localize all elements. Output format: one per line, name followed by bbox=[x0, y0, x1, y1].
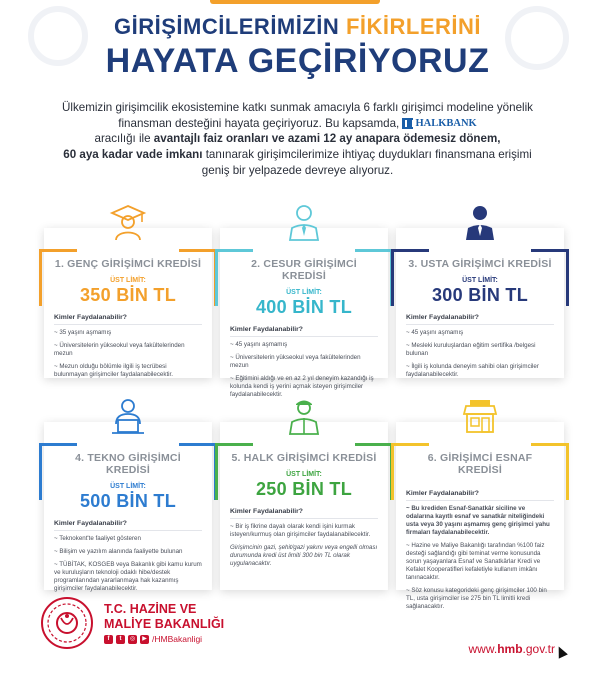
limit-value: 350 BİN TL bbox=[79, 285, 177, 305]
card-bracket bbox=[391, 443, 429, 446]
headline-line1 bbox=[0, 14, 595, 40]
card-bracket bbox=[215, 252, 218, 306]
intro-paragraph bbox=[60, 100, 535, 178]
ministry-text-block bbox=[104, 602, 224, 644]
card-bracket bbox=[215, 443, 253, 446]
intro-text-a: Ülkemizin girişimcilik ekosistemine katkı sunmak amacıyla 6 farklı girişimci modeline yönelik finansman desteğini hayata geçiriyoruz. Bu kapsamda, bbox=[62, 101, 533, 130]
requirement-item: ~ Bu krediden Esnaf-Sanatkâr siciline ve odalarına kayıtlı esnaf ve sanatkâr niteliğindeki usta veya 30 yaşını aşmamış genç girişimci yahu firmaları faydalanabilecektir. bbox=[406, 505, 550, 536]
requirement-item: ~ 45 yaşını aşmamış bbox=[406, 329, 464, 336]
card-bracket bbox=[355, 443, 393, 446]
instagram-icon[interactable]: ◎ bbox=[129, 635, 136, 642]
intro-text-c: tanınarak girişimcilerimize ihtiyaç duydukları finansmana erişimi geniş bir yelpazede devreye alıyoruz. bbox=[201, 147, 532, 177]
limit-value: 400 BİN TL bbox=[255, 297, 353, 317]
card-bracket bbox=[391, 249, 429, 252]
laptop-user-icon bbox=[108, 396, 148, 436]
limit-label: ÜST LİMİT: bbox=[286, 471, 322, 478]
social-row bbox=[104, 634, 224, 644]
intro-text-b: aracılığı ile bbox=[94, 132, 151, 146]
card-bracket bbox=[215, 446, 218, 500]
requirement-item: ~ Mesleki kuruluşlardan eğitim sertifika /belgesi bulunan bbox=[406, 342, 536, 357]
intro-bold-1: avantajlı faiz oranları ve azami 12 ay anapara ödemesiz dönem, bbox=[153, 132, 501, 146]
requirement-item: ~ Hazine ve Maliye Bakanlığı tarafından %100 faiz desteği sağlandığı gibi teminat verme konusunda sorun yaşayanlara Esnaf ve Sanatkârlar Kredi ve Kefalet Kooperatifleri kefaletiyle kullanım imkânı tanınacaktır. bbox=[406, 542, 545, 581]
eligibility-heading: Kimler Faydalanabilir? bbox=[54, 314, 127, 321]
limit-value: 300 BİN TL bbox=[431, 285, 529, 305]
divider bbox=[230, 336, 378, 337]
facebook-icon[interactable]: f bbox=[104, 635, 113, 644]
card-bracket bbox=[391, 252, 394, 306]
divider bbox=[54, 324, 202, 325]
worker-icon bbox=[284, 396, 324, 436]
social-handle[interactable]: /HMBakanligi bbox=[152, 634, 203, 644]
divider bbox=[406, 500, 554, 501]
youtube-icon[interactable]: ▶ bbox=[140, 635, 149, 644]
headline-part2: FİKİRLERİNİ bbox=[345, 14, 481, 39]
shop-icon bbox=[460, 396, 500, 436]
mouse-cursor-icon bbox=[554, 644, 568, 658]
limit-label: ÜST LİMİT: bbox=[110, 483, 146, 490]
card-title: 6. GİRİŞİMCİ ESNAF KREDİSİ bbox=[427, 452, 533, 476]
requirements-list bbox=[230, 341, 378, 399]
card-title: 1. GENÇ GİRİŞİMCİ KREDİSİ bbox=[54, 258, 202, 270]
requirement-item: ~ İlgili iş kolunda deneyim sahibi olan girişimciler faydalanabilecektir. bbox=[406, 363, 539, 378]
requirement-item: ~ Üniversitelerin yükseokul veya fakültelerinden mezun bbox=[54, 342, 185, 357]
card-title: 4. TEKNO GİRİŞİMCİ KREDİSİ bbox=[75, 452, 181, 476]
requirement-item: ~ Bilişim ve yazılım alanında faaliyette bulunan bbox=[54, 548, 183, 555]
card-bracket bbox=[39, 252, 42, 306]
eligibility-heading: Kimler Faydalanabilir? bbox=[406, 314, 479, 321]
requirement-item: ~ Teknokent'te faaliyet gösteren bbox=[54, 535, 141, 542]
ministry-name-line2: MALİYE BAKANLIĞI bbox=[104, 617, 225, 631]
card-bracket bbox=[179, 443, 217, 446]
card-bracket bbox=[215, 249, 253, 252]
ministry-name-line1: T.C. HAZİNE VE bbox=[104, 602, 197, 616]
card-bracket bbox=[355, 249, 393, 252]
eligibility-heading: Kimler Faydalanabilir? bbox=[230, 326, 303, 333]
ministry-seal-icon bbox=[40, 596, 94, 650]
requirement-item: ~ Bir iş fikrine dayalı olarak kendi işini kurmak isteyen/kurmuş olan girişimciler faydalanabilecektir. bbox=[230, 523, 371, 538]
credit-card-cesur bbox=[220, 228, 388, 398]
eligibility-heading: Kimler Faydalanabilir? bbox=[54, 520, 127, 527]
halkbank-logo bbox=[402, 116, 476, 132]
limit-value: 250 BİN TL bbox=[255, 479, 353, 499]
credit-card-halk bbox=[220, 422, 388, 590]
graduate-icon bbox=[108, 202, 148, 242]
card-title: 5. HALK GİRİŞİMCİ KREDİSİ bbox=[231, 452, 377, 464]
eligibility-heading: Kimler Faydalanabilir? bbox=[406, 490, 479, 497]
card-bracket bbox=[39, 446, 42, 500]
headline-line2: HAYATA GEÇİRİYORUZ bbox=[105, 42, 490, 80]
requirement-note: Girişimcinin gazi, şehit/gazi yakını veya engelli olması durumunda kredi üst limiti 300 bin TL olarak uygulanacaktır. bbox=[230, 544, 378, 567]
requirement-item: ~ 35 yaşını aşmamış bbox=[54, 329, 112, 336]
intro-bold-2: 60 aya kadar vade imkanı bbox=[63, 147, 203, 161]
top-accent-strip bbox=[210, 0, 380, 4]
limit-value: 500 BİN TL bbox=[79, 491, 177, 511]
card-bracket bbox=[566, 252, 569, 306]
requirement-item: ~ Üniversitelerin yükseokul veya fakültelerinden mezun bbox=[230, 354, 361, 369]
requirements-list bbox=[406, 505, 554, 611]
headline-part1: GİRİŞİMCİLERİMİZİN bbox=[113, 14, 340, 39]
website-domain: hmb bbox=[497, 642, 523, 656]
twitter-icon[interactable]: t bbox=[116, 635, 125, 644]
website-link[interactable] bbox=[469, 642, 555, 656]
website-prefix: www. bbox=[468, 642, 498, 656]
requirement-item: ~ TÜBİTAK, KOSGEB veya Bakanlık gibi kamu kurum ve kuruluşların teknoloji odaklı hibe/destek programlarından yararlanmaya hak kazanmış girişimciler faydalanabilecektir. bbox=[54, 561, 202, 592]
requirement-item: ~ Mezun olduğu bölümle ilgili iş tecrübesi bulunmayan girişimciler faydalanabilecektir. bbox=[54, 363, 173, 378]
credit-card-genc bbox=[44, 228, 212, 378]
divider bbox=[230, 518, 378, 519]
card-title: 2. CESUR GİRİŞİMCİ KREDİSİ bbox=[251, 258, 357, 282]
divider bbox=[406, 324, 554, 325]
ministry-brand bbox=[40, 596, 224, 650]
executive-icon bbox=[460, 202, 500, 242]
limit-label: ÜST LİMİT: bbox=[286, 289, 322, 296]
limit-label: ÜST LİMİT: bbox=[110, 277, 146, 284]
divider bbox=[54, 530, 202, 531]
requirements-list bbox=[230, 523, 378, 568]
requirement-item: ~ 45 yaşını aşmamış bbox=[230, 341, 288, 348]
credit-card-esnaf bbox=[396, 422, 564, 610]
requirements-list bbox=[406, 329, 554, 379]
card-bracket bbox=[531, 249, 569, 252]
credit-card-usta bbox=[396, 228, 564, 378]
requirements-list bbox=[54, 535, 202, 593]
halkbank-name: HALKBANK bbox=[415, 117, 477, 129]
halkbank-logo-icon bbox=[402, 118, 413, 129]
card-bracket bbox=[39, 443, 77, 446]
credit-card-tekno bbox=[44, 422, 212, 590]
card-bracket bbox=[179, 249, 217, 252]
requirements-list bbox=[54, 329, 202, 379]
card-bracket bbox=[531, 443, 569, 446]
card-bracket bbox=[391, 446, 394, 500]
requirement-item: ~ Söz konusu kategorideki genç girişimciler 100 bin TL, usta girişimciler ise 275 bin TL limitli kredi sağlanacaktır. bbox=[406, 587, 547, 610]
card-title: 3. USTA GİRİŞİMCİ KREDİSİ bbox=[408, 258, 552, 270]
card-bracket bbox=[39, 249, 77, 252]
businessperson-icon bbox=[284, 202, 324, 242]
limit-label: ÜST LİMİT: bbox=[462, 277, 498, 284]
requirement-item: ~ Eğitimini aldığı ve en az 2 yıl deneyim kazandığı iş kolunda kendi iş yerini açmak isteyen girişimciler faydalanabilecektir. bbox=[230, 375, 374, 398]
website-suffix: .gov.tr bbox=[522, 642, 555, 656]
card-bracket bbox=[566, 446, 569, 500]
eligibility-heading: Kimler Faydalanabilir? bbox=[230, 508, 303, 515]
